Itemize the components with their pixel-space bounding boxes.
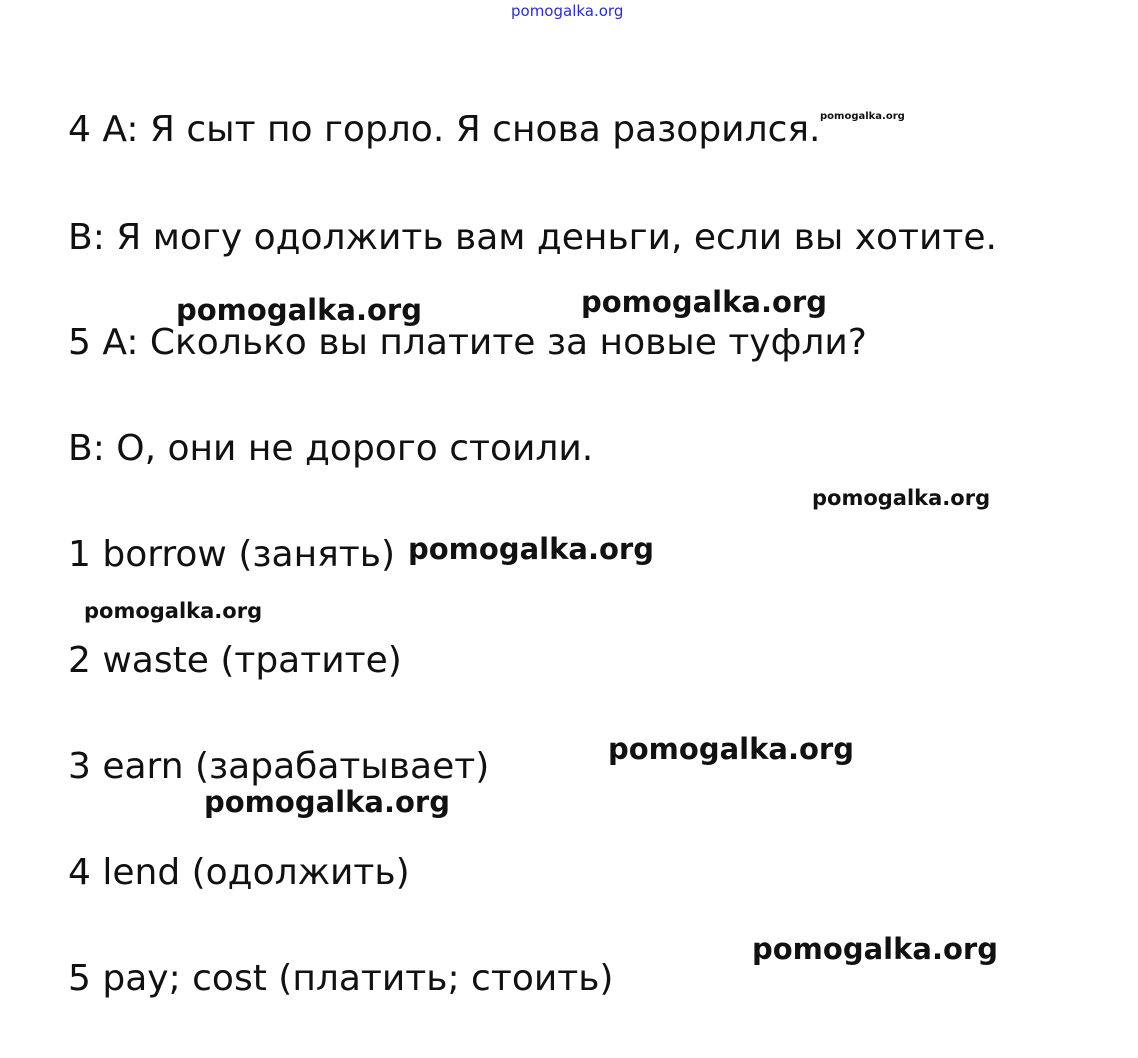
word-item-2: 2 waste (тратите) — [68, 640, 402, 681]
watermark: pomogalka.org — [84, 599, 263, 623]
watermark: pomogalka.org — [752, 932, 998, 966]
watermark: pomogalka.org — [608, 732, 854, 766]
word-item-3: 3 earn (зарабатывает) — [68, 746, 490, 787]
word-item-4: 4 lend (одолжить) — [68, 852, 410, 893]
dialogue-line-5a: 5 A: Сколько вы платите за новые туфли? — [68, 322, 867, 363]
watermark: pomogalka.org — [581, 285, 827, 319]
watermark: pomogalka.org — [408, 532, 654, 566]
word-item-5: 5 pay; cost (платить; стоить) — [68, 958, 614, 999]
dialogue-line-4a: 4 A: Я сыт по горло. Я снова разорился. — [68, 109, 821, 150]
watermark: pomogalka.org — [176, 293, 422, 327]
dialogue-line-5b: B: О, они не дорого стоили. — [68, 428, 594, 469]
watermark: pomogalka.org — [204, 785, 450, 819]
watermark-tiny: pomogalka.org — [820, 111, 905, 122]
watermark: pomogalka.org — [812, 486, 991, 510]
word-item-1: 1 borrow (занять) — [68, 534, 395, 575]
dialogue-line-4b: B: Я могу одолжить вам деньги, если вы хотите. — [68, 217, 997, 258]
watermark-top: pomogalka.org — [511, 2, 624, 20]
